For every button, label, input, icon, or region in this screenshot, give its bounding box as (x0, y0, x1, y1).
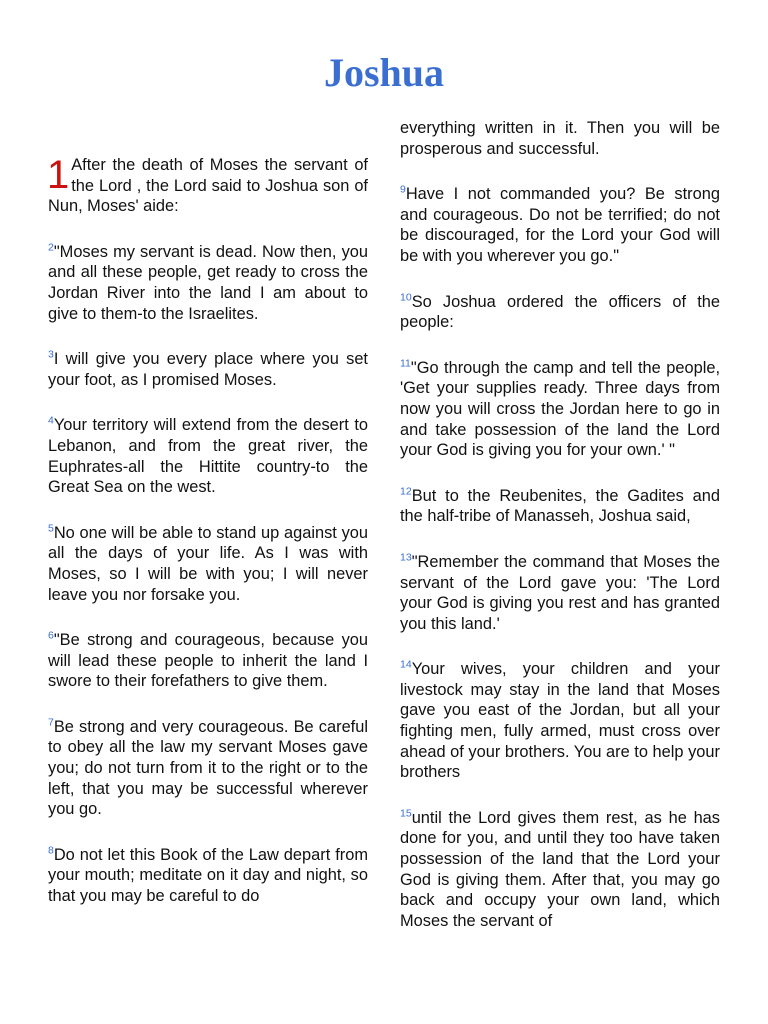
verse-2 (48, 242, 368, 324)
page-title: Joshua (323, 50, 445, 95)
verse-13 (400, 552, 720, 634)
verse-text: Do not let this Book of the Law depart from your mouth; meditate on it day and night, so that you may be careful to do (48, 845, 368, 906)
verse-text: No one will be able to stand up against you all the days of your life. As I was with Moses, so I will be with you; I will never leave you nor forsake you. (48, 523, 368, 604)
verse-text: I will give you every place where you set your foot, as I promised Moses. (48, 350, 368, 389)
verse-text: "Moses my servant is dead. Now then, you and all these people, get ready to cross the Jordan River into the land I am about to give to them-to the Israelites. (48, 242, 368, 323)
verse-text: Be strong and very courageous. Be careful to obey all the law my servant Moses gave you; do not turn from it to the right or to the left, that you may be successful wherever you go. (48, 717, 368, 819)
verse-text: "Be strong and courageous, because you will lead these people to inherit the land I swore to their forefathers to give them. (48, 631, 368, 691)
verse-5 (48, 523, 368, 605)
verse-text: Your wives, your children and your livestock may stay in the land that Moses gave you east of the Jordan, but all your fighting men, fully armed, must cross over ahead of your brothers. You are to help your brothers (400, 660, 720, 782)
verse-text: "Remember the command that Moses the servant of the Lord gave you: 'The Lord your God is giving you rest and has granted you this land.' (400, 552, 720, 633)
verse-text: everything written in it. Then you will be prosperous and successful. (400, 119, 720, 158)
verse-15 (400, 808, 720, 932)
verse-text: After the death of Moses the servant of the Lord , the Lord said to Joshua son of Nun, Moses' aide: (48, 156, 368, 216)
verse-number: 9 (400, 183, 406, 196)
verse-text: But to the Reubenites, the Gadites and the half-tribe of Manasseh, Joshua said, (400, 486, 720, 526)
verse-11 (400, 358, 720, 461)
verse-number: 11 (400, 357, 411, 370)
verse-number: 13 (400, 551, 412, 564)
verse-text: So Joshua ordered the officers of the people: (400, 292, 720, 332)
chapter-number: 1 (47, 153, 70, 197)
verse-8-continuation (400, 118, 720, 159)
verse-9 (400, 184, 720, 266)
verse-10 (400, 292, 720, 333)
verse-12 (400, 486, 720, 527)
verse-3 (48, 349, 368, 390)
verse-number: 15 (400, 807, 412, 820)
verse-text: Have I not commanded you? Be strong and courageous. Do not be terrified; do not be discouraged, for the Lord your God will be with you wherever you go." (400, 185, 720, 265)
verse-text: Your territory will extend from the desert to Lebanon, and from the great river, the Euphrates-all the Hittite country-to the Great Sea on the west. (48, 416, 368, 497)
verse-number: 14 (400, 658, 412, 671)
verse-number: 8 (48, 844, 54, 857)
verse-6 (48, 630, 368, 692)
verse-4 (48, 415, 368, 497)
verse-number: 4 (48, 414, 54, 427)
left-column (48, 147, 368, 932)
right-column (400, 118, 720, 956)
verse-number: 2 (48, 241, 54, 254)
verse-14 (400, 659, 720, 783)
verse-text: until the Lord gives them rest, as he has done for you, and until they too have taken possession of the land that the Lord your God is giving them. After that, you may go back and occupy your own land, which Moses the servant of (400, 808, 720, 930)
verse-8 (48, 845, 368, 907)
verse-text: "Go through the camp and tell the people, 'Get your supplies ready. Three days from now you will cross the Jordan here to go in and take possession of the land the Lord your God is giving you for your own.' " (400, 358, 720, 460)
verse-number: 5 (48, 522, 54, 535)
verse-7 (48, 717, 368, 820)
verse-number: 7 (48, 716, 54, 729)
verse-number: 6 (48, 629, 54, 642)
verse-number: 10 (400, 291, 412, 304)
verse-number: 3 (48, 348, 54, 361)
verse-number: 12 (400, 485, 412, 498)
verse-1 (48, 155, 368, 217)
